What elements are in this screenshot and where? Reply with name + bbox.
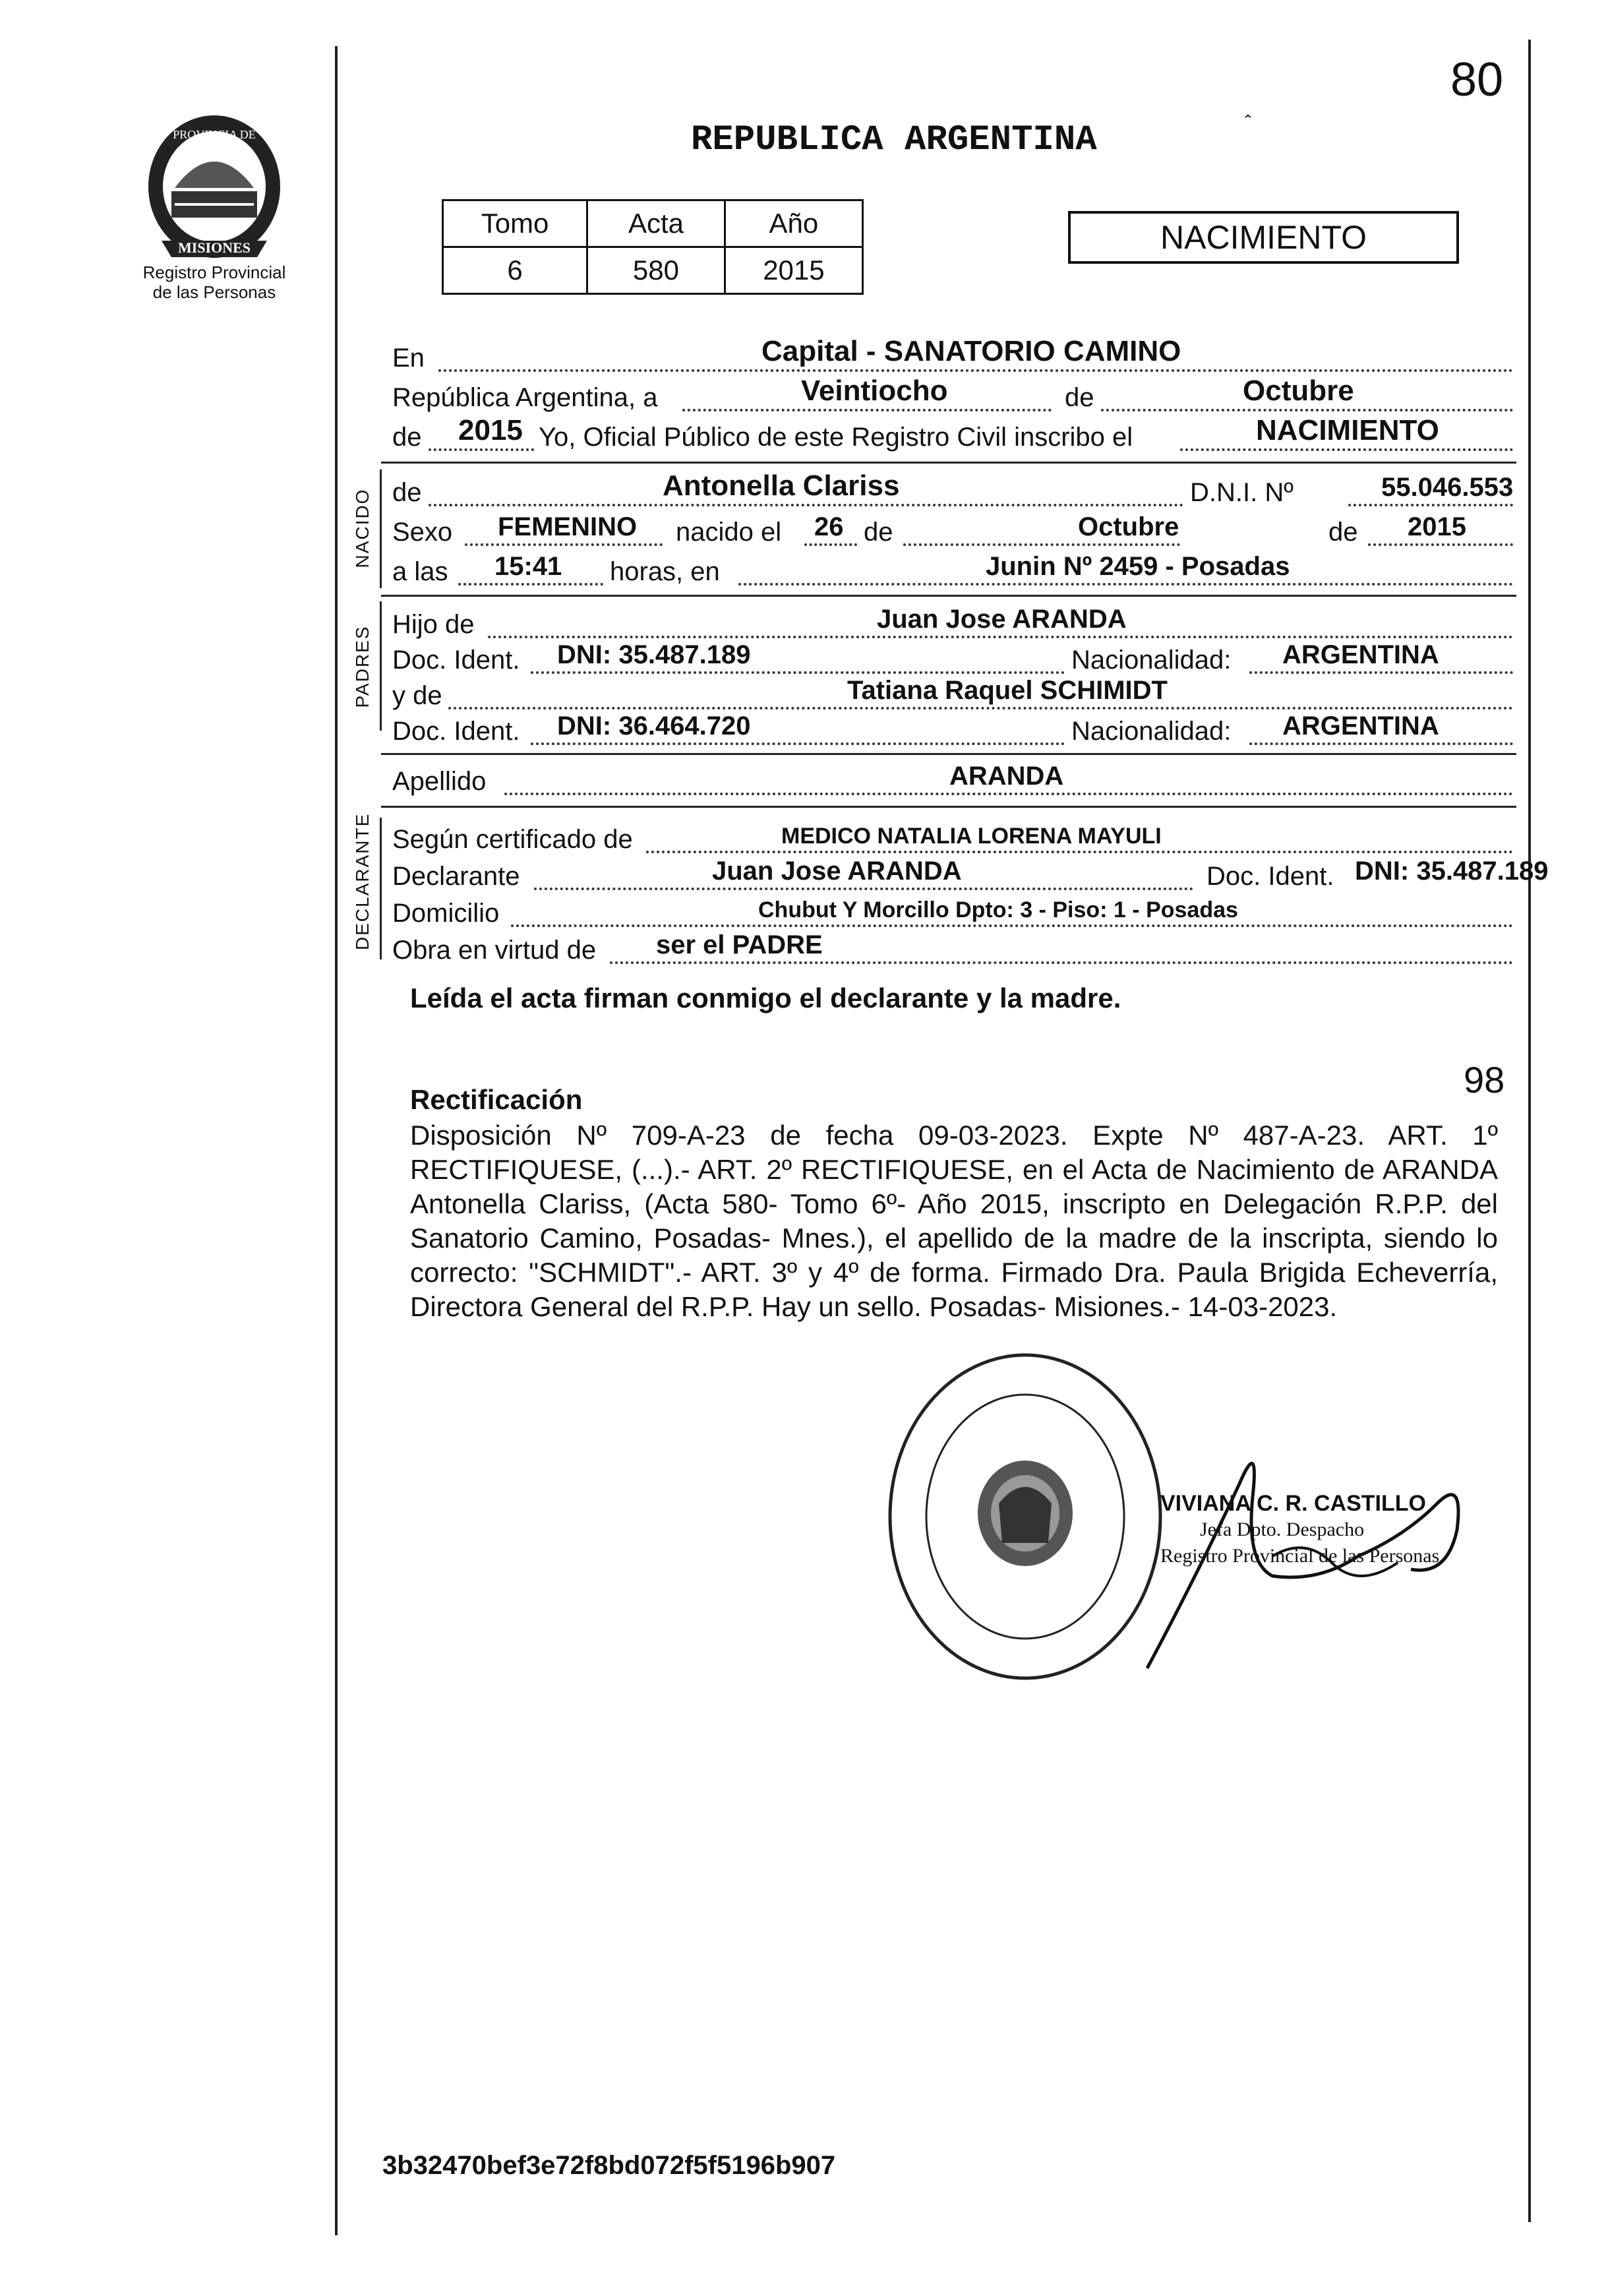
value-doc-declarante: DNI: 35.487.189 (1355, 857, 1549, 886)
label-doc-declarante: Doc. Ident. (1206, 862, 1334, 891)
value-hora: 15:41 (494, 552, 562, 581)
signatory-office: Registro Provincial de las Personas (1160, 1545, 1440, 1567)
value-tipo: NACIMIENTO (1256, 414, 1439, 446)
registry-name (112, 262, 316, 302)
line-anio (392, 414, 1513, 456)
line-apellido (392, 758, 1513, 801)
book-header-anio: Año (725, 200, 862, 247)
line-obra (392, 927, 1513, 969)
document-type-box: NACIMIENTO (1068, 211, 1459, 264)
rectificacion-text: Disposición Nº 709-A-23 de fecha 09-03-2023. Expte Nº 487-A-23. ART. 1º RECTIFIQUESE, (...).- ART. 2º RECTIFIQUESE, en el Acta de Nacimiento de ARANDA Antonella Clariss, (Acta 580- Tomo 6º- Año 2015, inscripto en Delegación R.P.P. del Sanatorio Camino, Posadas- Mnes.), el apellido de la madre de la inscripta, siendo lo correcto: "SCHMIDT".- ART. 3º y 4º de forma. Firmado Dra. Paula Brigida Echeverría, Directora General del R.P.P. Hay un sello. Posadas- Misiones.- 14-03-2023. (410, 1120, 1498, 1322)
firma-statement: Leída el acta firman conmigo el declarante y la madre. (410, 982, 1121, 1013)
value-madre-doc: DNI: 36.464.720 (557, 711, 751, 740)
label-hijo-de: Hijo de (392, 610, 475, 639)
label-nac-madre: Nacionalidad: (1071, 717, 1232, 746)
value-dia-nac: 26 (814, 512, 844, 541)
book-table (442, 199, 864, 295)
registry-line-2: de las Personas (152, 282, 276, 302)
right-margin-line (1528, 40, 1531, 2222)
label-nacido-de: de (392, 478, 422, 507)
label-sexo: Sexo (392, 518, 453, 547)
book-value-anio: 2015 (725, 247, 862, 294)
side-label-padres: PADRES (352, 625, 372, 708)
value-anio-nac: 2015 (1408, 512, 1466, 541)
label-en: En (392, 344, 425, 373)
province-logo (135, 109, 293, 260)
ink-mark: ˆ (1245, 112, 1251, 134)
section-bar-nacido (380, 469, 382, 588)
page-number: 80 (1450, 53, 1504, 106)
signatory-name: VIVIANA C. R. CASTILLO (1160, 1491, 1426, 1516)
section-bar-padres (380, 601, 382, 731)
book-header-tomo: Tomo (443, 200, 587, 247)
value-lugar-nac: Junin Nº 2459 - Posadas (986, 552, 1290, 581)
label-obra: Obra en virtud de (392, 936, 597, 965)
side-label-nacido: NACIDO (352, 488, 372, 568)
label-horas-en: horas, en (610, 557, 720, 586)
line-sexo (392, 509, 1513, 551)
line-republica (392, 375, 1513, 417)
value-certificado: MEDICO NATALIA LORENA MAYULI (781, 824, 1162, 849)
divider (381, 753, 1516, 755)
document-hash: 3b32470bef3e72f8bd072f5f5196b907 (382, 2151, 836, 2180)
signatory-role: Jefa Dpto. Despacho (1200, 1519, 1365, 1540)
value-dni: 55.046.553 (1381, 473, 1514, 502)
line-certificado (392, 816, 1513, 859)
value-domicilio: Chubut Y Morcillo Dpto: 3 - Piso: 1 - Posadas (758, 897, 1238, 922)
label-nacido-el: nacido el (676, 518, 782, 547)
label-de: de (1065, 383, 1094, 412)
label-yo: Yo, Oficial Público de este Registro Civil inscribo el (539, 423, 1133, 452)
divider (381, 806, 1516, 808)
label-doc-padre: Doc. Ident. (392, 646, 520, 675)
value-obra: ser el PADRE (656, 930, 823, 959)
label-apellido: Apellido (392, 767, 487, 796)
label-dni: D.N.I. Nº (1190, 478, 1294, 507)
book-header-acta: Acta (587, 200, 725, 247)
label-certificado: Según certificado de (392, 825, 633, 854)
value-mes: Octubre (1243, 375, 1354, 407)
label-declarante: Declarante (392, 862, 520, 891)
value-sexo: FEMENINO (498, 512, 638, 541)
label-de-mes: de (864, 518, 893, 547)
value-madre: Tatiana Raquel SCHIMIDT (847, 676, 1168, 705)
label-doc-madre: Doc. Ident. (392, 717, 520, 746)
line-hora (392, 549, 1513, 591)
registry-line-1: Registro Provincial (142, 262, 286, 282)
line-declarante (392, 853, 1549, 895)
label-alas: a las (392, 557, 448, 586)
value-dia-letras: Veintiocho (801, 375, 948, 407)
value-mes-nac: Octubre (1078, 512, 1179, 541)
label-nac-padre: Nacionalidad: (1071, 646, 1232, 675)
value-padre-nac: ARGENTINA (1282, 640, 1439, 669)
signatory-block (1160, 1490, 1439, 1569)
line-madre-doc (392, 708, 1513, 750)
value-padre: Juan Jose ARANDA (877, 605, 1127, 634)
value-padre-doc: DNI: 35.487.189 (557, 640, 751, 669)
line-domicilio (392, 890, 1513, 932)
label-domicilio: Domicilio (392, 899, 500, 928)
label-republica: República Argentina, a (392, 383, 658, 412)
page-title: REPUBLICA ARGENTINA (691, 120, 1097, 160)
page-number-secondary: 98 (1464, 1059, 1505, 1101)
svg-text:PROVINCIA DE: PROVINCIA DE (173, 128, 256, 141)
line-en (392, 335, 1513, 377)
value-nombre: Antonella Clariss (663, 469, 900, 502)
rectificacion-title: Rectificación (410, 1084, 583, 1115)
left-margin-line (335, 46, 338, 2235)
label-de-anio: de (1328, 518, 1358, 547)
value-lugar-registro: Capital - SANATORIO CAMINO (761, 335, 1181, 367)
value-anio-acta: 2015 (458, 414, 523, 446)
svg-text:MISIONES: MISIONES (177, 239, 251, 256)
line-nombre (392, 469, 1513, 512)
label-de-2: de (392, 423, 422, 452)
side-label-declarante: DECLARANTE (352, 812, 372, 950)
divider (381, 462, 1516, 464)
label-y-de: y de (392, 681, 442, 710)
value-declarante: Juan Jose ARANDA (712, 857, 962, 886)
value-madre-nac: ARGENTINA (1282, 711, 1439, 740)
divider (381, 595, 1516, 597)
section-bar-declarante (380, 818, 382, 959)
value-apellido: ARANDA (949, 762, 1064, 791)
book-value-tomo: 6 (443, 247, 587, 294)
book-value-acta: 580 (587, 247, 725, 294)
